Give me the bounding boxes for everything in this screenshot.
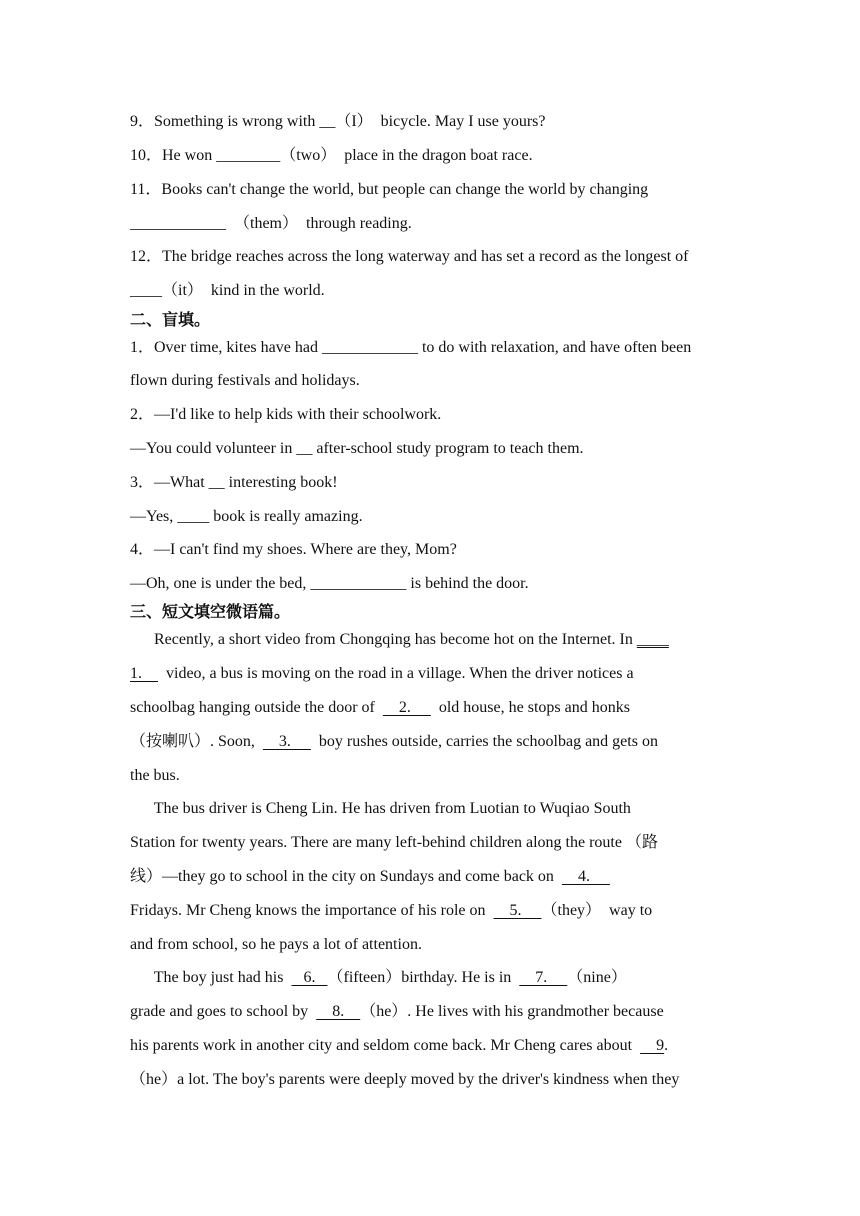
passage-p1-line-1 — [130, 630, 750, 650]
blank-2: 2. — [382, 699, 431, 716]
blank-7: 7. — [519, 969, 568, 986]
passage-p3-line-4: （he）a lot. The boy's parents were deeply moved by the driver's kindness when they — [130, 1071, 680, 1088]
question-10: 10．He won ________（two） place in the dragon boat race. — [130, 147, 533, 164]
passage-p2-line-1: The bus driver is Cheng Lin. He has driven from Luotian to Wuqiao South — [130, 800, 631, 817]
blank-4: 4. — [561, 868, 610, 885]
text: Recently, a short video from Chongqing has become hot on the Internet. In — [130, 631, 637, 648]
passage-p3-line-3 — [130, 1036, 750, 1056]
question-12-line-1: 12．The bridge reaches across the long waterway and has set a record as the longest of — [130, 248, 689, 265]
blank-question-3-line-1: 3．—What __ interesting book! — [130, 474, 338, 491]
passage-p2-line-5: and from school, so he pays a lot of attention. — [130, 936, 422, 953]
text: boy rushes outside, carries the schoolbag and gets on — [310, 733, 658, 750]
blank-6: 6. — [291, 969, 328, 986]
blank-question-4-line-1: 4．—I can't find my shoes. Where are they, Mom? — [130, 541, 457, 558]
passage-p1-line-3 — [130, 698, 750, 718]
text: Fridays. Mr Cheng knows the importance of his role on — [130, 902, 494, 919]
blank-9: 9 — [640, 1037, 665, 1054]
text: 线）—they go to school in the city on Sundays and come back on — [130, 868, 562, 885]
passage-p2-line-2: Station for twenty years. There are many left-behind children along the route （路 — [130, 834, 658, 851]
blank-question-1-line-2: flown during festivals and holidays. — [130, 372, 360, 389]
question-9: 9．Something is wrong with __（I） bicycle. May I use yours? — [130, 113, 546, 130]
text: （fifteen）birthday. He is in — [327, 969, 520, 986]
text: his parents work in another city and seldom come back. Mr Cheng cares about — [130, 1037, 641, 1054]
section-3-heading: 三、短文填空微语篇。 — [130, 602, 291, 621]
text: （he）. He lives with his grandmother because — [360, 1003, 664, 1020]
passage-p1-line-4 — [130, 732, 750, 752]
text: grade and goes to school by — [130, 1003, 317, 1020]
question-11-line-2: ____________ （them） through reading. — [130, 215, 412, 232]
passage-p1-line-5: the bus. — [130, 767, 180, 784]
text: （按喇叭）. Soon, — [130, 733, 263, 750]
text: video, a bus is moving on the road in a village. When the driver notices a — [158, 665, 634, 682]
question-12-line-2: ____（it） kind in the world. — [130, 282, 325, 299]
text: schoolbag hanging outside the door of — [130, 699, 383, 716]
passage-p3-line-1 — [130, 968, 750, 988]
section-2-heading: 二、盲填。 — [130, 310, 211, 329]
text: （nine） — [567, 969, 627, 986]
text: old house, he stops and honks — [430, 699, 630, 716]
text: . — [664, 1037, 669, 1054]
blank-question-2-line-1: 2．—I'd like to help kids with their schoolwork. — [130, 406, 442, 423]
passage-p2-line-3 — [130, 867, 750, 887]
blank-8: 8. — [316, 1003, 361, 1020]
blank-question-4-line-2: —Oh, one is under the bed, ____________ is behind the door. — [130, 575, 529, 592]
passage-p1-line-2 — [130, 664, 750, 684]
blank-5: 5. — [493, 902, 542, 919]
question-11-line-1: 11．Books can't change the world, but people can change the world by changing — [130, 181, 649, 198]
passage-p2-line-4 — [130, 901, 750, 921]
blank-question-2-line-2: —You could volunteer in __ after-school study program to teach them. — [130, 440, 584, 457]
blank-1: ____ — [636, 631, 669, 648]
blank-1: 1. — [130, 665, 158, 682]
passage-p3-line-2 — [130, 1002, 750, 1022]
blank-3: 3. — [262, 733, 311, 750]
text: （they） way to — [541, 902, 653, 919]
text: The boy just had his — [130, 969, 292, 986]
blank-question-1-line-1: 1．Over time, kites have had ____________ to do with relaxation, and have often been — [130, 339, 692, 356]
blank-question-3-line-2: —Yes, ____ book is really amazing. — [130, 508, 363, 525]
